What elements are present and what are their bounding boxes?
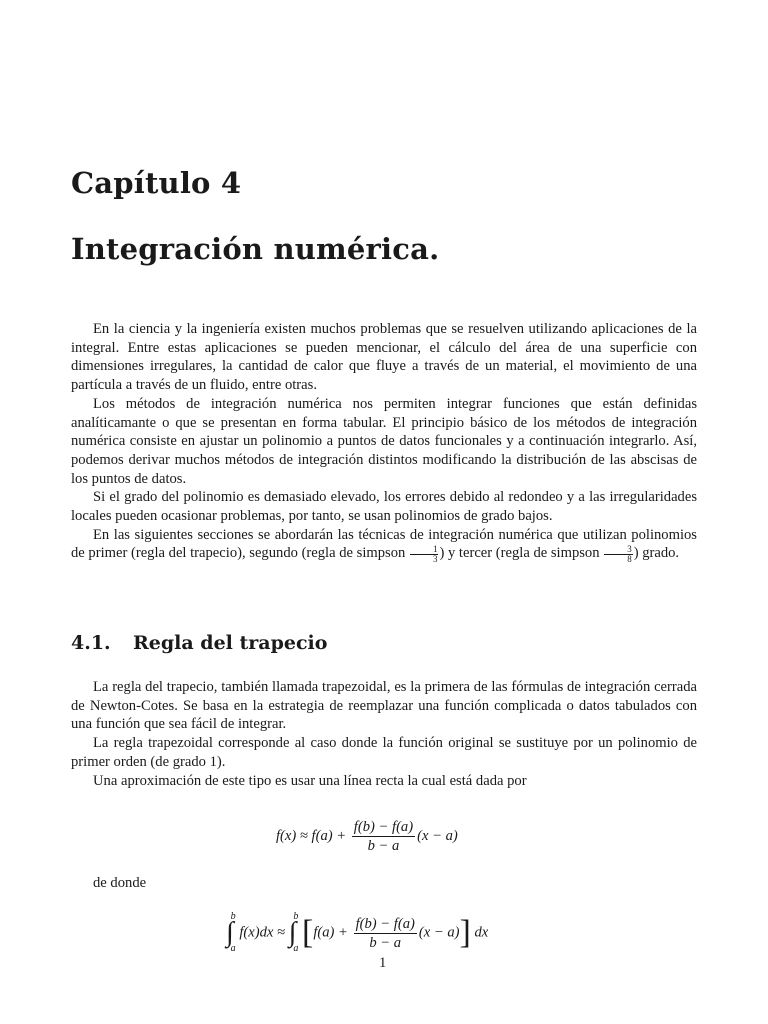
upper-limit: b [293,911,299,922]
paragraph: En la ciencia y la ingeniería existen muchos problemas que se resuelven utilizando aplicaciones de la integral. Entre estas aplicaciones se pueden mencionar, el cálculo del área de una superficie con dimensiones irregulares, la cantidad de calor que fluye a través de un material, el movimiento de una partícula a través de un fluido, entre otras. [71,321,697,394]
section-title: Regla del trapecio [133,632,328,654]
paragraph-text: ) grado. [633,545,680,562]
paragraph: Si el grado del polinomio es demasiado elevado, los errores debido al redondeo y a las irregularidades locales pueden ocasionar problemas, por tanto, se usan polinomios de grado bajos. [71,489,697,525]
paragraph-text: ) y tercer (regla de simpson [439,545,604,562]
paragraph-text: En las siguientes secciones se abordarán las técnicas de integración numérica que utilizan polinomios de primer (regla del trapecio), segundo (regla de simpson [71,526,697,562]
lower-limit: a [293,943,299,954]
equation-fraction [354,915,417,952]
paragraph: La regla del trapecio, también llamada trapezoidal, es la primera de las fórmulas de integración cerrada de Newton-Cotes. Se basa en la estrategia de reemplazar una función complicada o datos tabulados con una función que sea fácil de integrar. [71,679,697,733]
bracket-tail: (x − a) [418,924,460,941]
left-bracket: [ [302,914,314,951]
integral-sign-icon: ∫ [288,917,297,948]
chapter-title: Integración numérica. [71,232,440,266]
upper-limit: b [230,911,236,922]
fraction-three-eighths [604,545,633,564]
page-number: 1 [379,955,387,971]
equation-line [276,818,458,855]
section-heading [71,632,327,654]
fraction-one-third [410,545,439,564]
fraction-numerator: 1 [410,545,439,555]
fraction-numerator: f(b) − f(a) [353,819,414,835]
fraction-denominator: 8 [627,553,632,564]
fraction-numerator: f(b) − f(a) [355,915,415,932]
fraction-denominator: b − a [367,838,400,854]
equation-integral [226,912,488,954]
differential: dx [474,924,489,941]
intro-text [71,320,697,564]
fraction-denominator: b − a [369,934,402,951]
chapter-label: Capítulo 4 [71,166,242,200]
fraction-denominator: 3 [432,553,438,564]
equation-lhs: f(x) ≈ f(a) + [276,827,347,844]
equation-fraction [352,818,415,855]
paragraph: Una aproximación de este tipo es usar una línea recta la cual está dada por [93,772,527,789]
section-text [71,678,697,790]
section-number: 4.1. [71,632,111,654]
equation-rhs: (x − a) [417,827,458,844]
paragraph: La regla trapezoidal corresponde al caso donde la función original se sustituye por un polinomio de primer orden (de grado 1). [71,735,697,770]
right-bracket: ] [459,914,471,951]
bracket-term: f(a) + [313,924,348,941]
paragraph [71,526,697,564]
integrand: f(x)dx ≈ [239,924,286,941]
paragraph: Los métodos de integración numérica nos permiten integrar funciones que están definidas analíticamante o que se presentan en forma tabular. El principio básico de los métodos de integración numérica consiste en ajustar un polinomio a puntos de datos funcionales y a continuación integrarlo. Así, podemos derivar muchos métodos de integración distintos modificando la distribución de las abscisas de los puntos de datos. [71,395,697,487]
fraction-numerator: 3 [604,545,633,555]
lower-limit: a [230,943,236,954]
connector-text: de donde [93,875,147,891]
integral-sign-icon: ∫ [226,917,234,948]
